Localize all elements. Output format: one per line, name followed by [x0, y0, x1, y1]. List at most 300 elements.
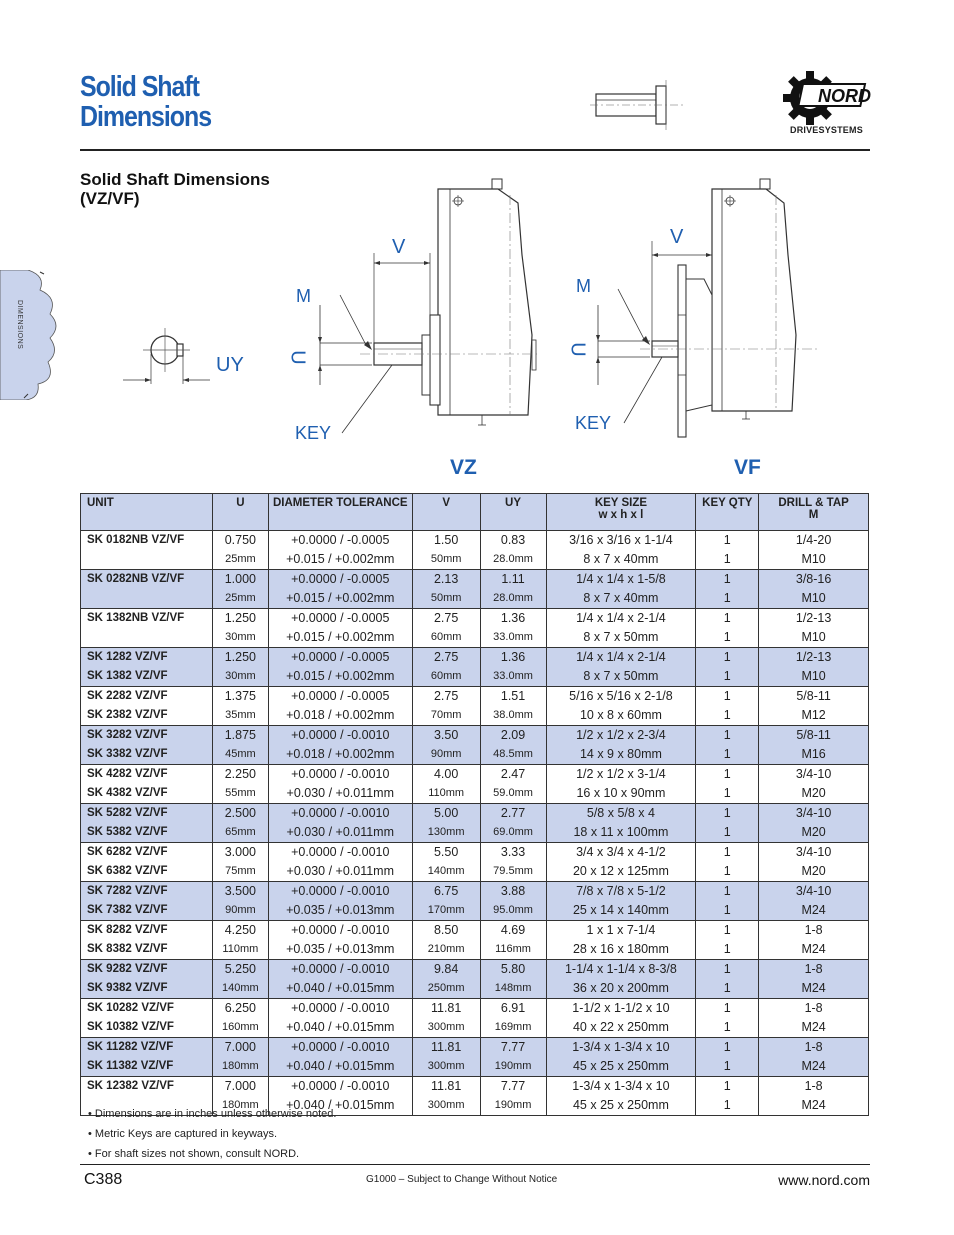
table-cell: 1	[696, 804, 759, 824]
table-cell: 35mm	[212, 706, 268, 726]
table-cell: 5.80	[480, 960, 546, 980]
table-cell: 0.750	[212, 531, 268, 551]
table-cell: 2.77	[480, 804, 546, 824]
table-cell: +0.0000 / -0.0010	[268, 843, 412, 863]
table-cell: 300mm	[412, 1057, 480, 1077]
key-label-vf: KEY	[575, 413, 612, 433]
table-cell: +0.0000 / -0.0010	[268, 1077, 412, 1097]
table-row	[81, 531, 869, 551]
table-cell: 1	[696, 531, 759, 551]
col-drill-tap-sub: M	[808, 509, 819, 521]
table-cell: M10	[759, 667, 869, 687]
table-cell: 1.11	[480, 570, 546, 590]
table-cell: 7/8 x 7/8 x 5-1/2	[546, 882, 696, 902]
table-cell: +0.0000 / -0.0010	[268, 999, 412, 1019]
table-row	[81, 843, 869, 863]
table-cell: 3.33	[480, 843, 546, 863]
table-cell: 45 x 25 x 250mm	[546, 1057, 696, 1077]
table-cell: +0.0000 / -0.0010	[268, 960, 412, 980]
table-cell: 25mm	[212, 589, 268, 609]
table-cell: 90mm	[212, 901, 268, 921]
table-cell: SK 2282 VZ/VF	[81, 687, 213, 707]
table-cell: 1	[696, 1018, 759, 1038]
table-cell: 1	[696, 999, 759, 1019]
table-cell: 50mm	[412, 589, 480, 609]
col-drill-tap	[759, 494, 869, 531]
table-cell: SK 9382 VZ/VF	[81, 979, 213, 999]
table-cell: 75mm	[212, 862, 268, 882]
table-cell: 1	[696, 1077, 759, 1097]
table-cell: 110mm	[412, 784, 480, 804]
header-divider	[80, 149, 870, 151]
col-u: U	[212, 494, 268, 531]
table-cell: 10 x 8 x 60mm	[546, 706, 696, 726]
table-cell: +0.015 / +0.002mm	[268, 628, 412, 648]
table-cell: 190mm	[480, 1096, 546, 1116]
table-cell: 1	[696, 960, 759, 980]
table-cell: 55mm	[212, 784, 268, 804]
table-cell: +0.030 / +0.011mm	[268, 862, 412, 882]
table-cell: SK 12382 VZ/VF	[81, 1077, 213, 1097]
table-cell: 1	[696, 706, 759, 726]
col-key-size-sub: w x h x l	[598, 509, 644, 521]
table-row	[81, 765, 869, 785]
table-row	[81, 1018, 869, 1038]
table-cell: SK 2382 VZ/VF	[81, 706, 213, 726]
table-cell: 140mm	[212, 979, 268, 999]
table-row	[81, 745, 869, 765]
table-cell: M20	[759, 862, 869, 882]
table-row	[81, 1077, 869, 1097]
table-cell: 1-8	[759, 1077, 869, 1097]
table-cell: 14 x 9 x 80mm	[546, 745, 696, 765]
table-cell: +0.0000 / -0.0005	[268, 648, 412, 668]
table-cell: 8 x 7 x 40mm	[546, 550, 696, 570]
table-cell: +0.035 / +0.013mm	[268, 940, 412, 960]
table-cell: M24	[759, 979, 869, 999]
table-cell: 60mm	[412, 667, 480, 687]
table-cell: 1	[696, 862, 759, 882]
table-cell: +0.0000 / -0.0010	[268, 765, 412, 785]
page-title	[80, 72, 211, 132]
section-title-line-2: (VZ/VF)	[80, 189, 140, 208]
table-cell: 1.250	[212, 648, 268, 668]
table-cell: 8 x 7 x 50mm	[546, 667, 696, 687]
table-cell: 3.50	[412, 726, 480, 746]
title-line-2: Dimensions	[80, 101, 212, 133]
table-cell: 33.0mm	[480, 628, 546, 648]
note-item: • Dimensions are in inches unless otherwise noted.	[88, 1108, 337, 1120]
table-cell: SK 11282 VZ/VF	[81, 1038, 213, 1058]
uy-label: UY	[216, 354, 244, 376]
u-label-vf: U	[566, 342, 589, 357]
table-cell: SK 6282 VZ/VF	[81, 843, 213, 863]
table-row	[81, 1057, 869, 1077]
table-row	[81, 687, 869, 707]
table-cell: 1.51	[480, 687, 546, 707]
table-row	[81, 979, 869, 999]
table-cell: 30mm	[212, 667, 268, 687]
table-cell: 3/8-16	[759, 570, 869, 590]
table-cell: +0.015 / +0.002mm	[268, 589, 412, 609]
table-row	[81, 999, 869, 1019]
table-cell: +0.040 / +0.015mm	[268, 979, 412, 999]
table-cell: SK 1382 VZ/VF	[81, 667, 213, 687]
table-cell: 148mm	[480, 979, 546, 999]
table-cell: 1-8	[759, 1038, 869, 1058]
table-cell: 2.75	[412, 687, 480, 707]
table-cell: 1/4 x 1/4 x 2-1/4	[546, 609, 696, 629]
table-cell	[81, 628, 213, 648]
table-cell: 3/4-10	[759, 882, 869, 902]
vz-gearbox-drawing	[300, 175, 540, 440]
table-cell: +0.040 / +0.015mm	[268, 1018, 412, 1038]
table-cell: 1-8	[759, 960, 869, 980]
table-cell: 3/4 x 3/4 x 4-1/2	[546, 843, 696, 863]
table-row	[81, 862, 869, 882]
table-cell: 2.09	[480, 726, 546, 746]
col-key-qty: KEY QTY	[696, 494, 759, 531]
table-cell: 28.0mm	[480, 589, 546, 609]
table-cell: 40 x 22 x 250mm	[546, 1018, 696, 1038]
table-row	[81, 570, 869, 590]
table-cell: 1	[696, 979, 759, 999]
table-cell: 2.75	[412, 648, 480, 668]
table-cell	[81, 550, 213, 570]
table-cell: 4.250	[212, 921, 268, 941]
table-cell: 4.69	[480, 921, 546, 941]
table-cell: SK 3382 VZ/VF	[81, 745, 213, 765]
table-cell: 70mm	[412, 706, 480, 726]
table-cell: M10	[759, 550, 869, 570]
side-tab-label: DIMENSIONS	[16, 300, 23, 350]
table-cell: 1	[696, 765, 759, 785]
table-cell: 6.91	[480, 999, 546, 1019]
table-cell: 3.500	[212, 882, 268, 902]
table-cell: 1/2 x 1/2 x 2-3/4	[546, 726, 696, 746]
table-cell: 1.375	[212, 687, 268, 707]
table-cell: SK 0182NB VZ/VF	[81, 531, 213, 551]
table-cell: 210mm	[412, 940, 480, 960]
table-cell: +0.040 / +0.015mm	[268, 1057, 412, 1077]
col-key-size	[546, 494, 696, 531]
table-cell: 1/2-13	[759, 609, 869, 629]
col-v: V	[412, 494, 480, 531]
col-uy: UY	[480, 494, 546, 531]
table-header-row	[81, 494, 869, 531]
table-cell: M12	[759, 706, 869, 726]
table-cell: 1-1/2 x 1-1/2 x 10	[546, 999, 696, 1019]
table-cell: 1-3/4 x 1-3/4 x 10	[546, 1077, 696, 1097]
table-cell: SK 9282 VZ/VF	[81, 960, 213, 980]
table-cell: 50mm	[412, 550, 480, 570]
table-row	[81, 804, 869, 824]
notes	[88, 1104, 336, 1164]
footer-notice: G1000 – Subject to Change Without Notice	[366, 1174, 558, 1185]
col-key-size-label: KEY SIZE	[594, 497, 648, 509]
table-cell: 1.36	[480, 648, 546, 668]
col-tolerance: DIAMETER TOLERANCE	[268, 494, 412, 531]
table-cell: SK 5382 VZ/VF	[81, 823, 213, 843]
table-cell: 1/2 x 1/2 x 3-1/4	[546, 765, 696, 785]
table-cell: 30mm	[212, 628, 268, 648]
table-cell: 6.75	[412, 882, 480, 902]
table-cell: 1	[696, 628, 759, 648]
table-row	[81, 1038, 869, 1058]
table-cell: +0.0000 / -0.0010	[268, 726, 412, 746]
table-cell: M20	[759, 784, 869, 804]
table-cell: 2.75	[412, 609, 480, 629]
solid-shaft-icon	[590, 80, 685, 130]
v-label-vz: V	[392, 236, 406, 258]
table-cell: 1.875	[212, 726, 268, 746]
side-tab-gear	[0, 270, 60, 400]
table-cell: M24	[759, 1096, 869, 1116]
table-cell: 1-8	[759, 999, 869, 1019]
table-cell: SK 0282NB VZ/VF	[81, 570, 213, 590]
table-cell: 4.00	[412, 765, 480, 785]
table-cell: SK 5282 VZ/VF	[81, 804, 213, 824]
table-cell: 79.5mm	[480, 862, 546, 882]
table-cell: 1	[696, 823, 759, 843]
table-cell: 250mm	[412, 979, 480, 999]
table-cell: 60mm	[412, 628, 480, 648]
table-cell: 25 x 14 x 140mm	[546, 901, 696, 921]
table-cell: 2.47	[480, 765, 546, 785]
table-cell: +0.018 / +0.002mm	[268, 706, 412, 726]
table-cell: M10	[759, 589, 869, 609]
table-cell: 180mm	[212, 1057, 268, 1077]
table-cell: 110mm	[212, 940, 268, 960]
table-cell: 28 x 16 x 180mm	[546, 940, 696, 960]
table-cell: 8 x 7 x 50mm	[546, 628, 696, 648]
table-cell: 5.00	[412, 804, 480, 824]
table-cell: +0.0000 / -0.0010	[268, 921, 412, 941]
table-cell: 5.50	[412, 843, 480, 863]
table-row	[81, 667, 869, 687]
table-cell: 38.0mm	[480, 706, 546, 726]
table-cell: SK 8282 VZ/VF	[81, 921, 213, 941]
table-cell: 1	[696, 687, 759, 707]
table-row	[81, 648, 869, 668]
table-cell: +0.018 / +0.002mm	[268, 745, 412, 765]
table-cell: SK 4282 VZ/VF	[81, 765, 213, 785]
table-cell: 169mm	[480, 1018, 546, 1038]
logo-caption: DRIVESYSTEMS	[790, 125, 863, 135]
table-cell: 300mm	[412, 1096, 480, 1116]
table-cell: 2.13	[412, 570, 480, 590]
table-cell: 1	[696, 609, 759, 629]
table-row	[81, 960, 869, 980]
table-cell: SK 1282 VZ/VF	[81, 648, 213, 668]
table-cell: 8.50	[412, 921, 480, 941]
table-cell: 1-1/4 x 1-1/4 x 8-3/8	[546, 960, 696, 980]
table-cell: 3/4-10	[759, 765, 869, 785]
title-line-1: Solid Shaft	[80, 71, 199, 103]
table-row	[81, 921, 869, 941]
table-row	[81, 823, 869, 843]
table-cell: +0.0000 / -0.0010	[268, 882, 412, 902]
page-number: C388	[84, 1171, 123, 1188]
table-cell: 1	[696, 1057, 759, 1077]
table-cell: 90mm	[412, 745, 480, 765]
note-item: • For shaft sizes not shown, consult NORD.	[88, 1148, 300, 1160]
table-cell: +0.0000 / -0.0005	[268, 531, 412, 551]
table-cell: 11.81	[412, 999, 480, 1019]
table-cell: 45 x 25 x 250mm	[546, 1096, 696, 1116]
table-cell: 7.000	[212, 1038, 268, 1058]
table-cell: 0.83	[480, 531, 546, 551]
m-label-vz: M	[296, 286, 311, 306]
table-cell: 1	[696, 745, 759, 765]
table-row	[81, 882, 869, 902]
table-cell: +0.030 / +0.011mm	[268, 784, 412, 804]
table-cell: 95.0mm	[480, 901, 546, 921]
table-cell: 1	[696, 667, 759, 687]
table-cell: +0.040 / +0.015mm	[268, 1096, 412, 1116]
table-row	[81, 726, 869, 746]
table-cell: 8 x 7 x 40mm	[546, 589, 696, 609]
table-cell: 1/4 x 1/4 x 1-5/8	[546, 570, 696, 590]
table-cell: 1.250	[212, 609, 268, 629]
table-cell: +0.015 / +0.002mm	[268, 550, 412, 570]
table-cell: 1-8	[759, 921, 869, 941]
section-title	[80, 170, 270, 208]
vf-label: VF	[734, 456, 761, 479]
table-cell: +0.0000 / -0.0010	[268, 1038, 412, 1058]
table-cell: 36 x 20 x 200mm	[546, 979, 696, 999]
table-cell: +0.030 / +0.011mm	[268, 823, 412, 843]
table-cell: 1-3/4 x 1-3/4 x 10	[546, 1038, 696, 1058]
table-cell: +0.0000 / -0.0005	[268, 609, 412, 629]
table-cell: 1	[696, 726, 759, 746]
col-unit: UNIT	[81, 494, 213, 531]
table-cell: 3/4-10	[759, 843, 869, 863]
table-cell: 5/8-11	[759, 726, 869, 746]
vz-label: VZ	[450, 456, 477, 479]
table-cell: 11.81	[412, 1077, 480, 1097]
table-cell: 130mm	[412, 823, 480, 843]
table-cell: +0.015 / +0.002mm	[268, 667, 412, 687]
table-cell: 180mm	[212, 1096, 268, 1116]
table-body	[81, 531, 869, 1116]
table-cell: 1/4-20	[759, 531, 869, 551]
table-cell: 1	[696, 570, 759, 590]
table-cell: 25mm	[212, 550, 268, 570]
table-row	[81, 706, 869, 726]
footer-divider	[80, 1164, 870, 1165]
table-cell: SK 11382 VZ/VF	[81, 1057, 213, 1077]
table-cell: 1	[696, 1038, 759, 1058]
table-cell: M24	[759, 901, 869, 921]
table-row	[81, 784, 869, 804]
table-cell: 1	[696, 843, 759, 863]
table-cell: 7.000	[212, 1077, 268, 1097]
table-cell: 1/4 x 1/4 x 2-1/4	[546, 648, 696, 668]
table-cell: 170mm	[412, 901, 480, 921]
table-cell: 1	[696, 784, 759, 804]
dimensions-table	[80, 493, 869, 1116]
table-cell: M10	[759, 628, 869, 648]
table-cell: 1	[696, 648, 759, 668]
table-cell: 18 x 11 x 100mm	[546, 823, 696, 843]
table-row	[81, 550, 869, 570]
table-cell: 1	[696, 550, 759, 570]
col-drill-tap-label: DRILL & TAP	[778, 497, 849, 509]
table-cell: 59.0mm	[480, 784, 546, 804]
table-row	[81, 628, 869, 648]
table-cell: M16	[759, 745, 869, 765]
table-cell: 3.88	[480, 882, 546, 902]
v-label-vf: V	[670, 226, 684, 248]
shaft-end-view	[115, 320, 225, 390]
table-cell: 140mm	[412, 862, 480, 882]
table-cell: 28.0mm	[480, 550, 546, 570]
section-title-line-1: Solid Shaft Dimensions	[80, 170, 270, 189]
table-cell: 45mm	[212, 745, 268, 765]
table-cell: 69.0mm	[480, 823, 546, 843]
key-label-vz: KEY	[295, 423, 332, 443]
table-cell: 160mm	[212, 1018, 268, 1038]
table-cell: SK 3282 VZ/VF	[81, 726, 213, 746]
table-cell: 3/4-10	[759, 804, 869, 824]
table-cell: SK 10382 VZ/VF	[81, 1018, 213, 1038]
table-cell: M24	[759, 1018, 869, 1038]
table-cell: SK 10282 VZ/VF	[81, 999, 213, 1019]
table-cell: 5.250	[212, 960, 268, 980]
table-cell: 16 x 10 x 90mm	[546, 784, 696, 804]
table-cell: 7.77	[480, 1038, 546, 1058]
table-cell: 3/16 x 3/16 x 1-1/4	[546, 531, 696, 551]
table-cell: 1.50	[412, 531, 480, 551]
table-cell: 1	[696, 901, 759, 921]
table-cell: 190mm	[480, 1057, 546, 1077]
table-cell: SK 7382 VZ/VF	[81, 901, 213, 921]
table-cell: M24	[759, 1057, 869, 1077]
table-cell: 2.500	[212, 804, 268, 824]
table-cell: 1	[696, 940, 759, 960]
table-cell: 48.5mm	[480, 745, 546, 765]
table-cell: 65mm	[212, 823, 268, 843]
table-cell: 1.000	[212, 570, 268, 590]
m-label-vf: M	[576, 276, 591, 296]
note-item: • Metric Keys are captured in keyways.	[88, 1128, 278, 1140]
table-cell: +0.0000 / -0.0005	[268, 687, 412, 707]
table-cell: 33.0mm	[480, 667, 546, 687]
table-cell: +0.035 / +0.013mm	[268, 901, 412, 921]
table-cell: M24	[759, 940, 869, 960]
table-cell: SK 8382 VZ/VF	[81, 940, 213, 960]
table-row	[81, 589, 869, 609]
table-cell: 6.250	[212, 999, 268, 1019]
vf-gearbox-drawing	[580, 175, 820, 440]
table-cell: 9.84	[412, 960, 480, 980]
table-cell: 1	[696, 921, 759, 941]
table-cell: 1/2-13	[759, 648, 869, 668]
table-cell: 5/16 x 5/16 x 2-1/8	[546, 687, 696, 707]
table-cell: 1	[696, 1096, 759, 1116]
table-cell: SK 6382 VZ/VF	[81, 862, 213, 882]
table-cell: +0.0000 / -0.0005	[268, 570, 412, 590]
table-cell: 5/8-11	[759, 687, 869, 707]
table-cell	[81, 589, 213, 609]
table-cell: 2.250	[212, 765, 268, 785]
table-cell: 5/8 x 5/8 x 4	[546, 804, 696, 824]
table-cell: 300mm	[412, 1018, 480, 1038]
table-cell: SK 7282 VZ/VF	[81, 882, 213, 902]
footer-url-link[interactable]: www.nord.com	[778, 1172, 870, 1188]
table-cell: +0.0000 / -0.0010	[268, 804, 412, 824]
